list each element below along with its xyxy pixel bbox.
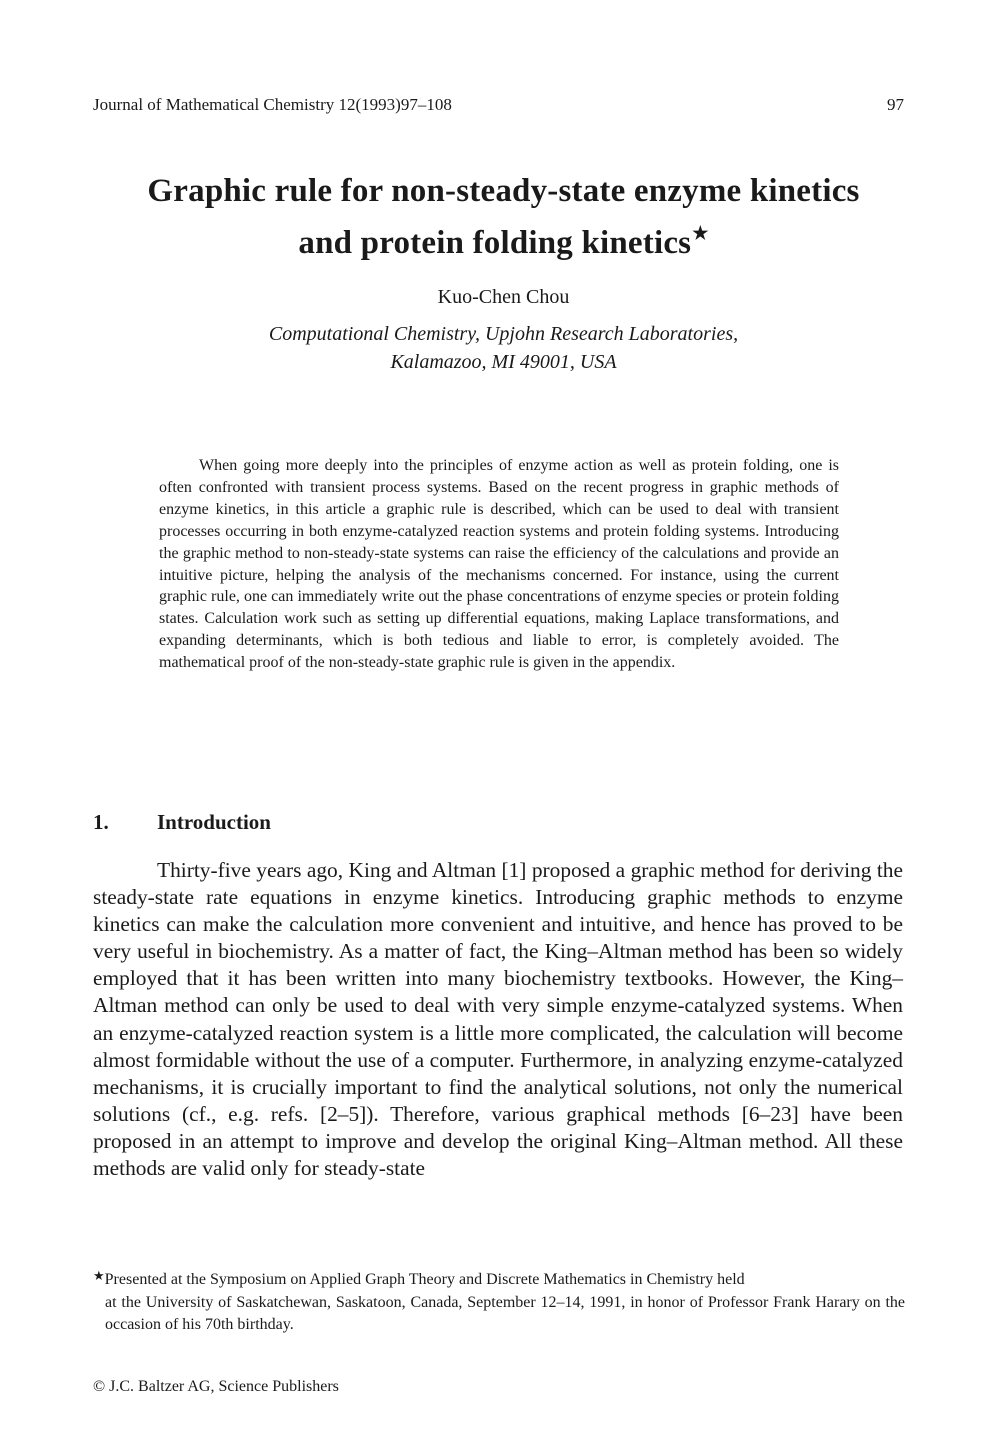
title-line-1: Graphic rule for non-steady-state enzyme kinetics (147, 173, 860, 209)
affiliation-line-1: Computational Chemistry, Upjohn Research Laboratories, (268, 323, 739, 345)
copyright-notice: © J.C. Baltzer AG, Science Publishers (93, 1378, 339, 1395)
title-line-2-text: and protein folding kinetics (298, 225, 692, 261)
footnote (93, 1265, 905, 1337)
section-title: Introduction (157, 810, 271, 834)
journal-header: Journal of Mathematical Chemistry 12(1993)97–108 (93, 95, 452, 114)
author-name: Kuo-Chen Chou (437, 286, 570, 308)
introduction-paragraph: Thirty-five years ago, King and Altman [1] proposed a graphic method for deriving the steady-state rate equations in enzyme kinetics. Introducing graphic methods to enzyme kinetics can make the calculation more convenient and intuitive, and hence has proved to be very useful in biochemistry. As a matter of fact, the King–Altman method has been so widely employed that it has been written into many biochemistry textbooks. However, the King–Altman method can only be used to deal with very simple enzyme-catalyzed systems. When an enzyme-catalyzed reaction system is a little more complicated, the calculation will become almost formidable without the use of a computer. Furthermore, in analyzing enzyme-catalyzed mechanisms, it is crucially important to find the analytical solutions, not only the numerical solutions (cf., e.g. refs. [2–5]). Therefore, various graphical methods [6–23] have been proposed in an attempt to improve and develop the original King–Altman method. All these methods are valid only for steady-state (93, 858, 903, 1181)
affiliation-line-2: Kalamazoo, MI 49001, USA (390, 351, 617, 373)
section-heading (93, 810, 271, 835)
footnote-line-1: Presented at the Symposium on Applied Graph Theory and Discrete Mathematics in Chemistry held (104, 1271, 745, 1288)
abstract: When going more deeply into the principles of enzyme action as well as protein folding, one is often confronted with transient process systems. Based on the recent progress in graphic methods of enzyme kinetics, in this article a graphic rule is described, which can be used to deal with transient processes occurring in both enzyme-catalyzed reaction systems and protein folding systems. Introducing the graphic method to non-steady-state systems can raise the efficiency of the calculations and provide an intuitive picture, helping the analysis of the mechanisms concerned. For instance, using the current graphic rule, one can immediately write out the phase concentrations of enzyme species or protein folding states. Calculation work such as setting up differential equations, making Laplace transformations, and expanding determinants, which is both tedious and liable to error, is completely avoided. The mathematical proof of the non-steady-state graphic rule is given in the appendix. (159, 457, 839, 672)
affiliation (0, 320, 1007, 376)
footnote-continuation: at the University of Saskatchewan, Saskatoon, Canada, September 12–14, 1991, in honor of Professor Frank Harary on the occasion of his 70th birthday. (105, 1293, 905, 1333)
paper-title (0, 170, 1007, 264)
footnote-first-line (93, 1265, 905, 1292)
page-number: 97 (887, 95, 904, 114)
footnote-marker: ★ (93, 1268, 105, 1283)
title-footnote-marker: ★ (692, 223, 709, 243)
title-line-2 (0, 212, 1007, 264)
section-number: 1. (93, 810, 109, 834)
